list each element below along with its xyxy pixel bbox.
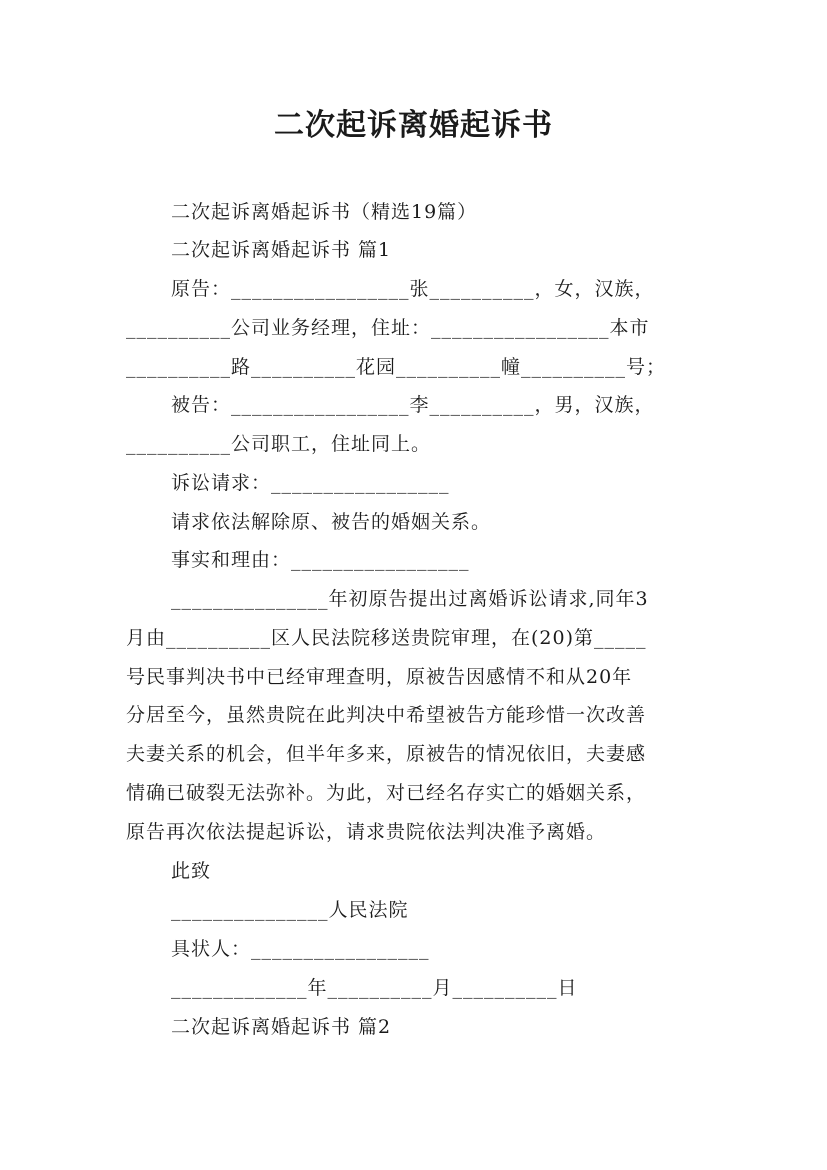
claims-content-line: 请求依法解除原、被告的婚姻关系。 (171, 511, 492, 533)
defendant-line: 被告：_________________李__________，男，汉族， (171, 394, 655, 416)
paragraph-line: 夫妻关系的机会，但半年多来，原被告的情况依旧，夫妻感 (126, 743, 647, 765)
paragraph-line: 分居至今，虽然贵院在此判决中希望被告方能珍惜一次改善 (126, 704, 647, 726)
facts-reasons-line: 事实和理由：_________________ (171, 549, 470, 571)
paragraph-line: 原告再次依法提起诉讼，请求贵院依法判决准予离婚。 (126, 821, 607, 843)
paragraph-line: 号民事判决书中已经审理查明，原被告因感情不和从20年 (126, 666, 633, 688)
section-heading-2: 二次起诉离婚起诉书 篇2 (171, 1016, 392, 1038)
plaintiff-address-line: __________公司业务经理，住址：_________________本市 (126, 317, 650, 339)
defendant-address-line: __________公司职工，住址同上。 (126, 433, 432, 455)
section-heading-1: 二次起诉离婚起诉书 篇1 (171, 239, 392, 261)
signer-line: 具状人：_________________ (171, 938, 430, 960)
plaintiff-line: 原告：_________________张__________，女，汉族， (171, 278, 655, 300)
paragraph-line: _______________年初原告提出过离婚诉讼请求,同年3 (171, 588, 649, 610)
document-title: 二次起诉离婚起诉书 (274, 108, 553, 143)
plaintiff-address-line-2: __________路__________花园__________幢__________号； (126, 356, 667, 378)
claims-line: 诉讼请求：_________________ (171, 472, 450, 494)
paragraph-line: 情确已破裂无法弥补。为此，对已经名存实亡的婚姻关系， (126, 782, 647, 804)
subtitle-line: 二次起诉离婚起诉书（精选19篇） (171, 201, 478, 223)
paragraph-line: 月由__________区人民法院移送贵院审理，在(20)第_____ (126, 627, 647, 649)
salutation-line: 此致 (171, 860, 212, 882)
date-line: _____________年__________月__________日 (171, 977, 578, 999)
court-line: _______________人民法院 (171, 899, 409, 921)
